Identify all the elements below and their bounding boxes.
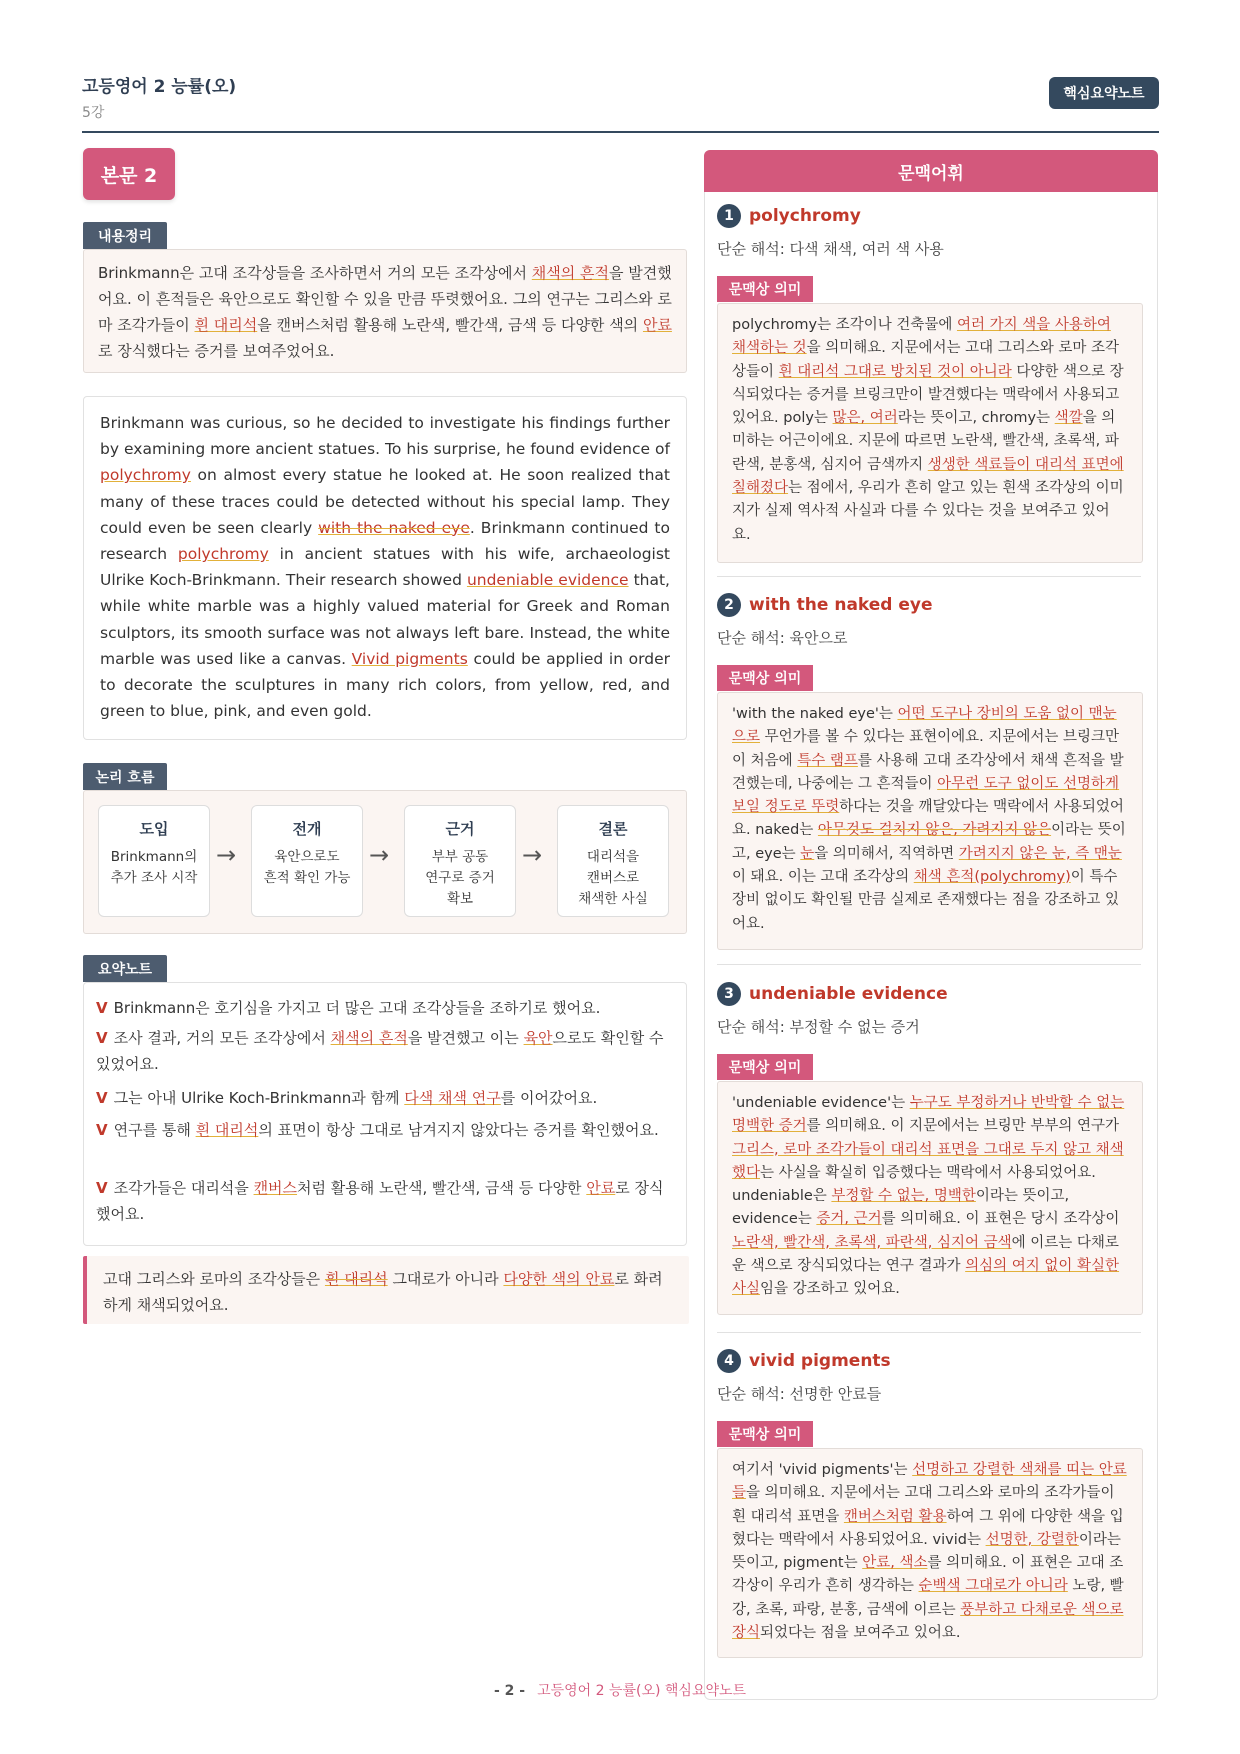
- context-highlight: 순백색 그대로가 아니라: [918, 1578, 1068, 1595]
- context-text-segment: 'undeniable evidence'는: [732, 1095, 910, 1111]
- context-highlight: 색깔: [1054, 410, 1083, 427]
- context-highlight: 가려지지 않은 눈, 즉 맨눈: [958, 845, 1122, 862]
- vocab-highlight: polychromy: [100, 466, 191, 485]
- context-text-segment: 하여 그 위에 다양한 색을 입혔다는 맥락에서 사용되었어요. vivid는: [732, 1508, 1124, 1548]
- number-badge: 3: [717, 982, 741, 1006]
- context-text-segment: 이 돼요. 이는 고대 조각상의: [732, 869, 914, 886]
- context-text: [718, 304, 1142, 557]
- context-box: [717, 1081, 1143, 1315]
- conclusion-text: 고대 그리스와 로마의 조각상들은 흰 대리석 그대로가 아니라 다양한 색의 안료로 화려하게 채색되었어요.: [103, 1270, 663, 1314]
- note-item: V 조각가들은 대리석을 캔버스처럼 활용해 노란색, 빨간색, 금색 등 다양한 안료로 장식했어요.: [96, 1179, 664, 1223]
- number-badge: 4: [717, 1349, 741, 1373]
- simple-meaning: 단순 해석: 다색 채색, 여러 색 사용: [717, 240, 944, 258]
- context-highlight: 캔버스처럼 활용: [843, 1508, 947, 1525]
- context-text-segment: 다양한 색으로 장식되었다는 증거를 브링크만이 발견했다는 맥락에서 사용되고 있어요. poly는: [732, 363, 1124, 427]
- check-mark-icon: V: [96, 999, 108, 1017]
- context-highlight: 많은, 여러: [832, 410, 898, 427]
- divider: [717, 964, 1141, 965]
- check-mark-icon: V: [96, 1089, 108, 1107]
- flow-step-intro: 도입 Brinkmann의 추가 조사 시작: [98, 805, 210, 917]
- logic-flow-label: 논리 흐름: [83, 763, 167, 790]
- context-highlight: 아무것도 걸치지 않은, 가려지지 않은: [817, 822, 1052, 839]
- note-item: V 그는 아내 Ulrike Koch-Brinkmann과 함께 다색 채색 연구를 이어갔어요.: [96, 1089, 598, 1107]
- context-text-segment: 이라는 뜻이고, evidence는: [732, 1188, 1070, 1228]
- context-box: [717, 1448, 1143, 1658]
- vocab-word-2: 2 with the naked eye: [717, 593, 933, 617]
- header-divider: [82, 131, 1159, 133]
- context-highlight: 선명하고 강렬한 색채를 띠는 안료들: [732, 1462, 1127, 1502]
- context-text-segment: 를 의미해요. 이 지문에서는 브링만 부부의 연구가: [806, 1118, 1120, 1135]
- context-label: 문맥상 의미: [717, 276, 813, 302]
- context-text-segment: 이라는 뜻이고, eye는: [732, 822, 1126, 862]
- context-highlight: 부정할 수 없는, 명백한: [831, 1188, 976, 1205]
- korean-summary-box: [83, 249, 687, 373]
- context-text-segment: 무언가를 볼 수 있다는 표현이에요. 지문에서는 브링크만이 처음에: [732, 729, 1120, 769]
- context-text: [718, 1082, 1142, 1312]
- context-text-segment: 을 의미해요. 지문에서는 고대 그리스와 로마의 조각가들이 흰 대리석 표면을: [732, 1485, 1115, 1525]
- note-item: V Brinkmann은 호기심을 가지고 더 많은 고대 조각상들을 조하기로 했어요.: [96, 999, 601, 1017]
- context-text-segment: 라는 뜻이고, chromy는: [897, 410, 1055, 427]
- context-highlight: 눈: [800, 845, 815, 862]
- context-text-segment: 에 이르는 다채로운 색으로 장식되었다는 연구 결과가: [732, 1234, 1119, 1275]
- context-text-segment: 을 의미해요. 지문에서는 고대 그리스와 로마 조각상들이: [732, 340, 1120, 380]
- korean-summary: Brinkmann은 고대 조각상들을 조사하면서 거의 모든 조각상에서 채색의 흔적을 발견했어요. 이 흔적들은 육안으로도 확인할 수 있을 만큼 뚜렷했어요. 그의 연구는 그리스와 로마 조각가들이 흰 대리석을 캔버스처럼 활용해 노란색, 빨간색, 금색 등 다양한 색의 안료로 장식했다는 증거를 보여주었어요.: [98, 264, 672, 360]
- vocab-highlight: with the naked eye: [318, 518, 470, 537]
- simple-meaning: 단순 해석: 육안으로: [717, 629, 848, 647]
- context-text-segment: 임을 강조하고 있어요.: [760, 1281, 900, 1298]
- context-text-segment: 노랑, 빨강, 초록, 파랑, 분홍, 금색에 이르는: [732, 1578, 1124, 1618]
- context-highlight: 안료, 색소: [862, 1555, 928, 1572]
- vocabulary-panel-title: 문맥어휘: [704, 150, 1158, 192]
- context-highlight: 어떤 도구나 장비의 도움 없이 맨눈으로: [732, 706, 1117, 746]
- arrow-right-icon: →: [522, 841, 543, 869]
- divider: [717, 1332, 1141, 1333]
- note-type-badge: 핵심요약노트: [1049, 77, 1159, 109]
- context-highlight: 그리스, 로마 조각가들이 대리석 표면을 그대로 두지 않고 채색했다: [732, 1141, 1124, 1181]
- context-highlight: 생생한 색료들이 대리석 표면에 칠해졌다: [732, 456, 1124, 497]
- context-text-segment: 이라는 뜻이고, pigment는: [732, 1531, 1121, 1572]
- check-mark-icon: V: [96, 1179, 108, 1197]
- logic-flow-box: [83, 790, 687, 934]
- notes-label: 요약노트: [83, 955, 167, 982]
- context-text: [718, 693, 1142, 946]
- vocab-highlight: Vivid pigments: [351, 649, 468, 668]
- simple-meaning: 단순 해석: 부정할 수 없는 증거: [717, 1018, 920, 1036]
- context-highlight: 아무런 도구 없이도 선명하게 보일 정도로 뚜렷: [732, 775, 1120, 816]
- context-text-segment: 하다는 것을 깨달았다는 맥락에서 사용되었어요. naked는: [732, 799, 1124, 839]
- check-mark-icon: V: [96, 1029, 108, 1047]
- context-highlight: 의심의 여지 없이 확실한 사실: [732, 1258, 1120, 1298]
- context-highlight: 풍부하고 다채로운 색으로 장식: [732, 1601, 1124, 1642]
- number-badge: 1: [717, 204, 741, 228]
- context-text-segment: 이 특수 장비 없이도 확인될 만큼 실제로 존재했다는 점을 강조하고 있어요.: [732, 869, 1120, 932]
- note-item: V 연구를 통해 흰 대리석의 표면이 항상 그대로 남겨지지 않았다는 증거를 확인했어요.: [96, 1121, 659, 1139]
- summary-notes-box: [83, 982, 687, 1246]
- context-highlight: 노란색, 빨간색, 초록색, 파란색, 심지어 금색: [732, 1234, 1012, 1251]
- context-text-segment: 되었다는 점을 보여주고 있어요.: [760, 1625, 961, 1642]
- english-passage: Brinkmann was curious, so he decided to investigate his findings further by examining more ancient statues. To his surprise, he found evidence of polychromy on almost every statue he looked at. He soon realized that many of these traces could be detected without his special lamp. They could even be seen clearly with the naked eye. Brinkmann continued to research polychromy in ancient statues with his wife, archaeologist Ulrike Koch-Brinkmann. Their research showed undeniable evidence that, while white marble was a highly valued material for Greek and Roman sculptors, its smooth surface was not always left bare. Instead, the white marble was used like a canvas. Vivid pigments could be applied in order to decorate the sculptures in many rich colors, from yellow, red, and green to blue, pink, and even gold.: [100, 414, 671, 721]
- document-title: 고등영어 2 능률(오): [82, 77, 237, 97]
- context-text-segment: polychromy는 조각이나 건축물에: [732, 317, 957, 333]
- context-text-segment: 여기서 'vivid pigments'는: [732, 1462, 913, 1478]
- context-highlight: 증거, 근거: [816, 1211, 882, 1228]
- vocab-word-3: 3 undeniable evidence: [717, 982, 948, 1006]
- context-text: [718, 1449, 1142, 1655]
- divider: [717, 576, 1141, 577]
- vocab-highlight: polychromy: [177, 545, 269, 564]
- arrow-right-icon: →: [216, 841, 237, 869]
- vocab-highlight: undeniable evidence: [466, 571, 629, 590]
- context-text-segment: 를 의미해요. 이 표현은 고대 조각상이 우리가 흔히 생각하는: [732, 1555, 1124, 1595]
- simple-meaning: 단순 해석: 선명한 안료들: [717, 1385, 882, 1403]
- context-text-segment: 를 의미해요. 이 표현은 당시 조각상이: [881, 1211, 1120, 1228]
- context-label: 문맥상 의미: [717, 665, 813, 691]
- arrow-right-icon: →: [369, 841, 390, 869]
- conclusion-box: [83, 1256, 689, 1324]
- flow-step-conclusion: 결론 대리석을 캔버스로 채색한 사실: [557, 805, 669, 917]
- context-highlight: 채색 흔적(polychromy): [913, 869, 1071, 886]
- context-text-segment: 을 의미하는 어근이에요. 지문에 따르면 노란색, 빨간색, 초록색, 파란색, 분홍색, 심지어 금색까지: [732, 410, 1119, 473]
- context-label: 문맥상 의미: [717, 1054, 813, 1080]
- context-highlight: 선명한, 강렬한: [985, 1531, 1079, 1548]
- number-badge: 2: [717, 593, 741, 617]
- section-title: 본문 2: [83, 148, 175, 200]
- flow-step-development: 전개 육안으로도 흔적 확인 가능: [251, 805, 363, 917]
- context-highlight: 여러 가지 색을 사용하여 채색하는 것: [732, 317, 1111, 357]
- context-highlight: 흰 대리석 그대로 방치된 것이 아니라: [778, 363, 1012, 380]
- context-text-segment: 는 사실을 확실히 입증했다는 맥락에서 사용되었어요. undeniable은: [732, 1164, 1096, 1205]
- context-text-segment: 를 사용해 고대 조각상에서 채색 흔적을 발견했는데, 나중에는 그 흔적들이: [732, 752, 1124, 792]
- lesson-number: 5강: [82, 105, 105, 121]
- context-text-segment: 'with the naked eye'는: [732, 706, 898, 722]
- context-box: [717, 303, 1143, 563]
- vocab-word-4: 4 vivid pigments: [717, 1349, 891, 1373]
- context-highlight: 특수 램프: [797, 752, 858, 769]
- context-highlight: 누구도 부정하거나 반박할 수 없는 명백한 증거: [732, 1095, 1125, 1135]
- english-passage-box: [83, 396, 687, 740]
- summary-label: 내용정리: [83, 222, 167, 249]
- page-number: - 2 -: [493, 1683, 526, 1699]
- flow-step-evidence: 근거 부부 공동 연구로 증거 확보: [404, 805, 516, 917]
- context-text-segment: 을 의미해서, 직역하면: [814, 845, 959, 862]
- check-mark-icon: V: [96, 1121, 108, 1139]
- vocab-word-1: 1 polychromy: [717, 204, 861, 228]
- note-item: V 조사 결과, 거의 모든 조각상에서 채색의 흔적을 발견했고 이는 육안으로도 확인할 수 있었어요.: [96, 1029, 664, 1073]
- page-footer: [0, 1680, 1240, 1700]
- footer-document-name: 고등영어 2 능률(오) 핵심요약노트: [537, 1683, 747, 1699]
- context-text-segment: 는 점에서, 우리가 흔히 알고 있는 흰색 조각상의 이미지가 실제 역사적 사실과 다를 수 있다는 것을 보여주고 있어요.: [732, 480, 1124, 543]
- context-label: 문맥상 의미: [717, 1421, 813, 1447]
- context-box: [717, 692, 1143, 950]
